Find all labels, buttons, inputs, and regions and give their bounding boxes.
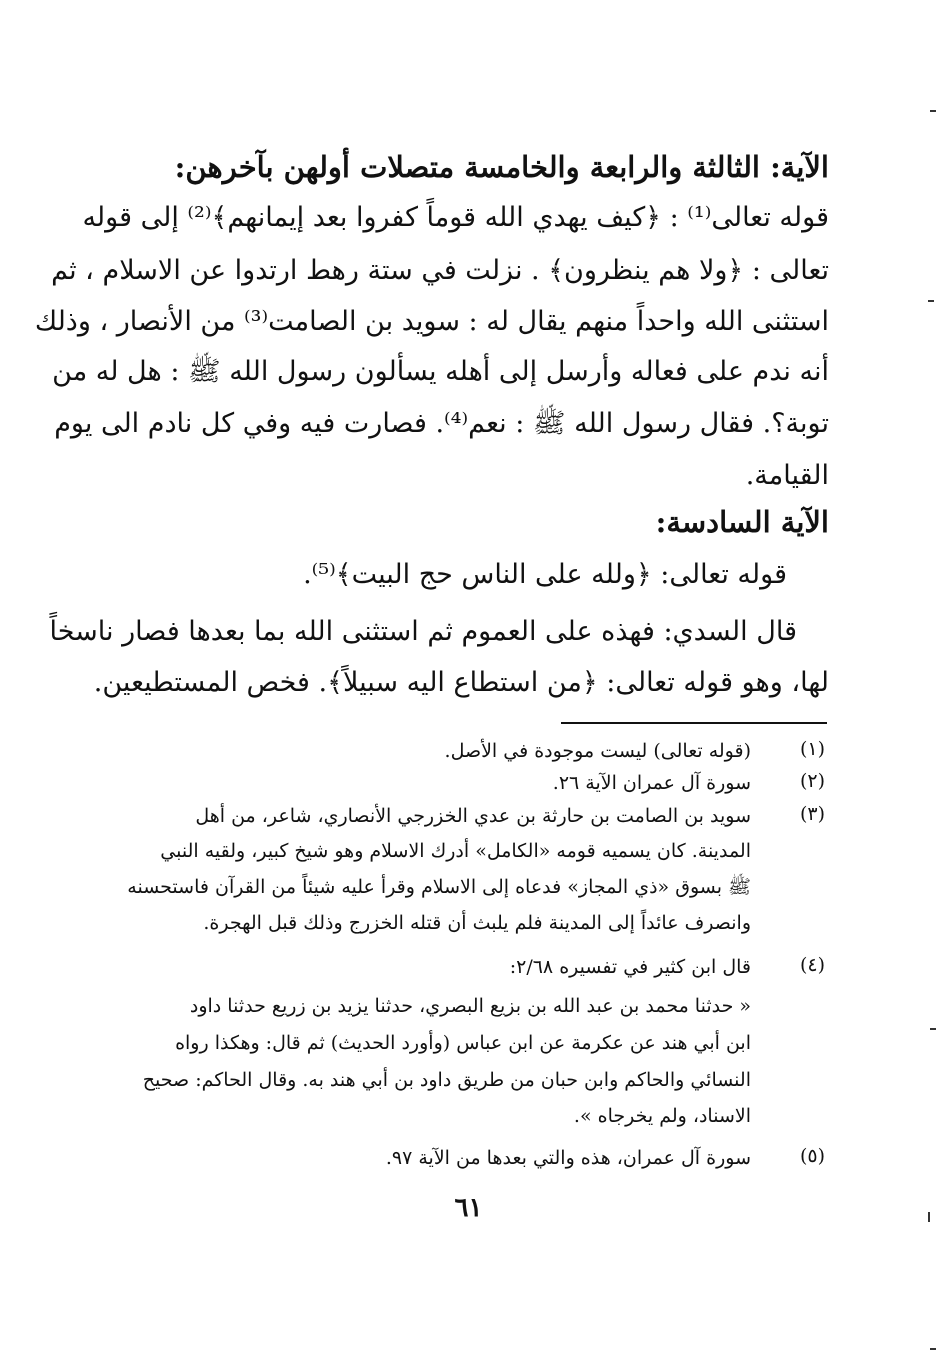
- footnote-text: سورة آل عمران، هذه والتي بعدها من الآية ٩٧.: [385, 1147, 751, 1169]
- footnote-text: (قوله تعالى) ليست موجودة في الأصل.: [444, 740, 751, 762]
- margin-mark: [928, 300, 934, 302]
- body-line: تعالى : ﴿ولا هم ينظرون﴾ . نزلت في ستة رهط ارتدوا عن الاسلام ، ثم: [51, 255, 829, 286]
- body-line: توبة؟. فقال رسول الله ﷺ : نعم⁽⁴⁾. فصارت فيه وفي كل نادم الى يوم: [54, 408, 829, 439]
- footnote-text: سورة آل عمران الآية ٢٦.: [552, 772, 751, 794]
- body-line: قوله تعالى: ﴿ولله على الناس حج البيت﴾⁽⁵⁾.: [303, 559, 787, 590]
- footnote-text: سويد بن الصامت بن حارثة بن عدي الخزرجي الأنصاري، شاعر، من أهل: [195, 805, 751, 827]
- section-heading-3-5: الآية: الثالثة والرابعة والخامسة متصلات أولهن بآخرهن:: [174, 150, 829, 184]
- margin-mark: [930, 110, 936, 112]
- footnote-text: وانصرف عائداً إلى المدينة فلم يلبث أن قتله الخزرج وذلك قبل الهجرة.: [203, 912, 751, 934]
- footnote-quote: ابن أبي هند عن عكرمة عن ابن عباس (وأورد الحديث) ثم قال: وهكذا رواه: [175, 1032, 751, 1054]
- footnote-quote: النسائي والحاكم وابن حبان من طريق داود بن أبي هند به. وقال الحاكم: صحيح: [142, 1069, 751, 1091]
- page-number: ٦١: [454, 1193, 483, 1223]
- body-line: أنه ندم على فعاله وأرسل إلى أهله يسألون رسول الله ﷺ : هل له من: [52, 356, 829, 387]
- footnote-number: (٤): [799, 954, 825, 976]
- footnote-quote: الاسناد، ولم يخرجاه ».: [573, 1105, 751, 1127]
- margin-mark: [930, 1028, 936, 1030]
- footnote-number: (٣): [799, 803, 825, 825]
- footnote-text: قال ابن كثير في تفسيره ٢/٦٨:: [509, 956, 751, 978]
- footnote-text: المدينة. كان يسميه قومه «الكامل» أدرك الاسلام وهو شيخ كبير، ولقيه النبي: [160, 840, 751, 862]
- footnote-text: ﷺ بسوق «ذي المجاز» فدعاه إلى الاسلام وقرأ عليه شيئاً من القرآن فاستحسنه: [127, 876, 751, 898]
- margin-mark: [930, 1348, 936, 1350]
- footnote-quote: « حدثنا محمد بن عبد الله بن بزيع البصري، حدثنا يزيد بن زريع حدثنا داود: [189, 995, 751, 1017]
- body-line: استثنى الله واحداً منهم يقال له : سويد بن الصامت⁽³⁾ من الأنصار ، وذلك: [34, 306, 829, 337]
- body-line: لها، وهو قوله تعالى: ﴿من استطاع اليه سبيلاً﴾. فخص المستطيعين.: [93, 667, 829, 698]
- body-line: القيامة.: [745, 460, 829, 491]
- section-heading-6: الآية السادسة:: [655, 505, 829, 539]
- footnote-number: (٢): [799, 770, 825, 792]
- footnote-number: (٥): [799, 1145, 825, 1167]
- footnote-separator: [561, 722, 827, 724]
- footnote-number: (١): [799, 738, 825, 760]
- body-line: قوله تعالى⁽¹⁾ : ﴿كيف يهدي الله قوماً كفروا بعد إيمانهم﴾⁽²⁾ إلى قوله: [82, 202, 829, 233]
- body-line: قال السدي: فهذه على العموم ثم استثنى الله بما بعدها فصار ناسخاً: [49, 616, 797, 647]
